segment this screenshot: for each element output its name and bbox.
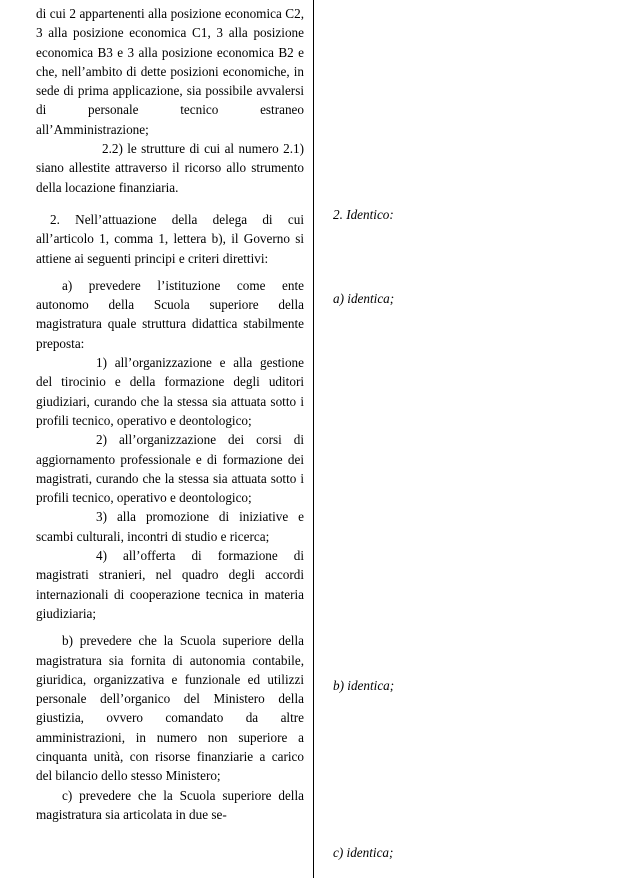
right-label-a: a) identica; [333, 291, 395, 306]
left-column [36, 4, 304, 824]
item-3: 3) alla promozione di iniziative e scambi culturali, incontri di studio e ricerca; [36, 509, 304, 544]
right-label-b: b) identica; [333, 678, 395, 693]
right-label-comma-2: 2. Identico: [333, 207, 394, 222]
paragraph-comma-2: 2. Nell’attuazione della delega di cui all’articolo 1, comma 1, lettera b), il Governo si attiene ai seguenti principi e criteri direttivi: [36, 211, 304, 266]
paragraph-letter-a: a) prevedere l’istituzione come ente autonomo della Scuola superiore della magistratura quale struttura didattica stabilmente preposta: [36, 277, 304, 351]
column-divider [313, 0, 314, 878]
item-2: 2) all’organizzazione dei corsi di aggiornamento professionale e di formazione dei magistrati, curando che la stessa sia attuata sotto i profili tecnico, operativo e deontologico; [36, 432, 304, 506]
paragraph-letter-b: b) prevedere che la Scuola superiore della magistratura sia fornita di autonomia contabile, giuridica, organizzativa e funzionale ed utilizzi personale dell’organico del Ministero della giustizia, ovvero comandato da altre amministrazioni, in numero non superiore a cinquanta unità, con risorse finanziarie a carico del bilancio dello stesso Ministero; [36, 633, 304, 784]
paragraph-2-2: 2.2) le strutture di cui al numero 2.1) siano allestite attraverso il ricorso allo strumento della locazione finanziaria. [36, 141, 304, 195]
paragraph-continuation: di cui 2 appartenenti alla posizione economica C2, 3 alla posizione economica C1, 3 alla posizione economica B3 e 3 alla posizione economica B2 e che, nell’ambito di dette posizioni economiche, in sede di prima applicazione, sia possibile avvalersi di personale tecnico estraneo all’Amministrazione; [36, 6, 304, 137]
paragraph-letter-c: c) prevedere che la Scuola superiore della magistratura sia articolata in due se- [36, 787, 304, 822]
right-label-c: c) identica; [333, 845, 394, 860]
item-1: 1) all’organizzazione e alla gestione del tirocinio e della formazione degli uditori giudiziari, curando che la stessa sia attuata sotto i profili tecnico, operativo e deontologico; [36, 355, 304, 428]
item-4: 4) all’offerta di formazione di magistrati stranieri, nel quadro degli accordi internazionali di cooperazione tecnica in materia giudiziaria; [36, 548, 304, 621]
